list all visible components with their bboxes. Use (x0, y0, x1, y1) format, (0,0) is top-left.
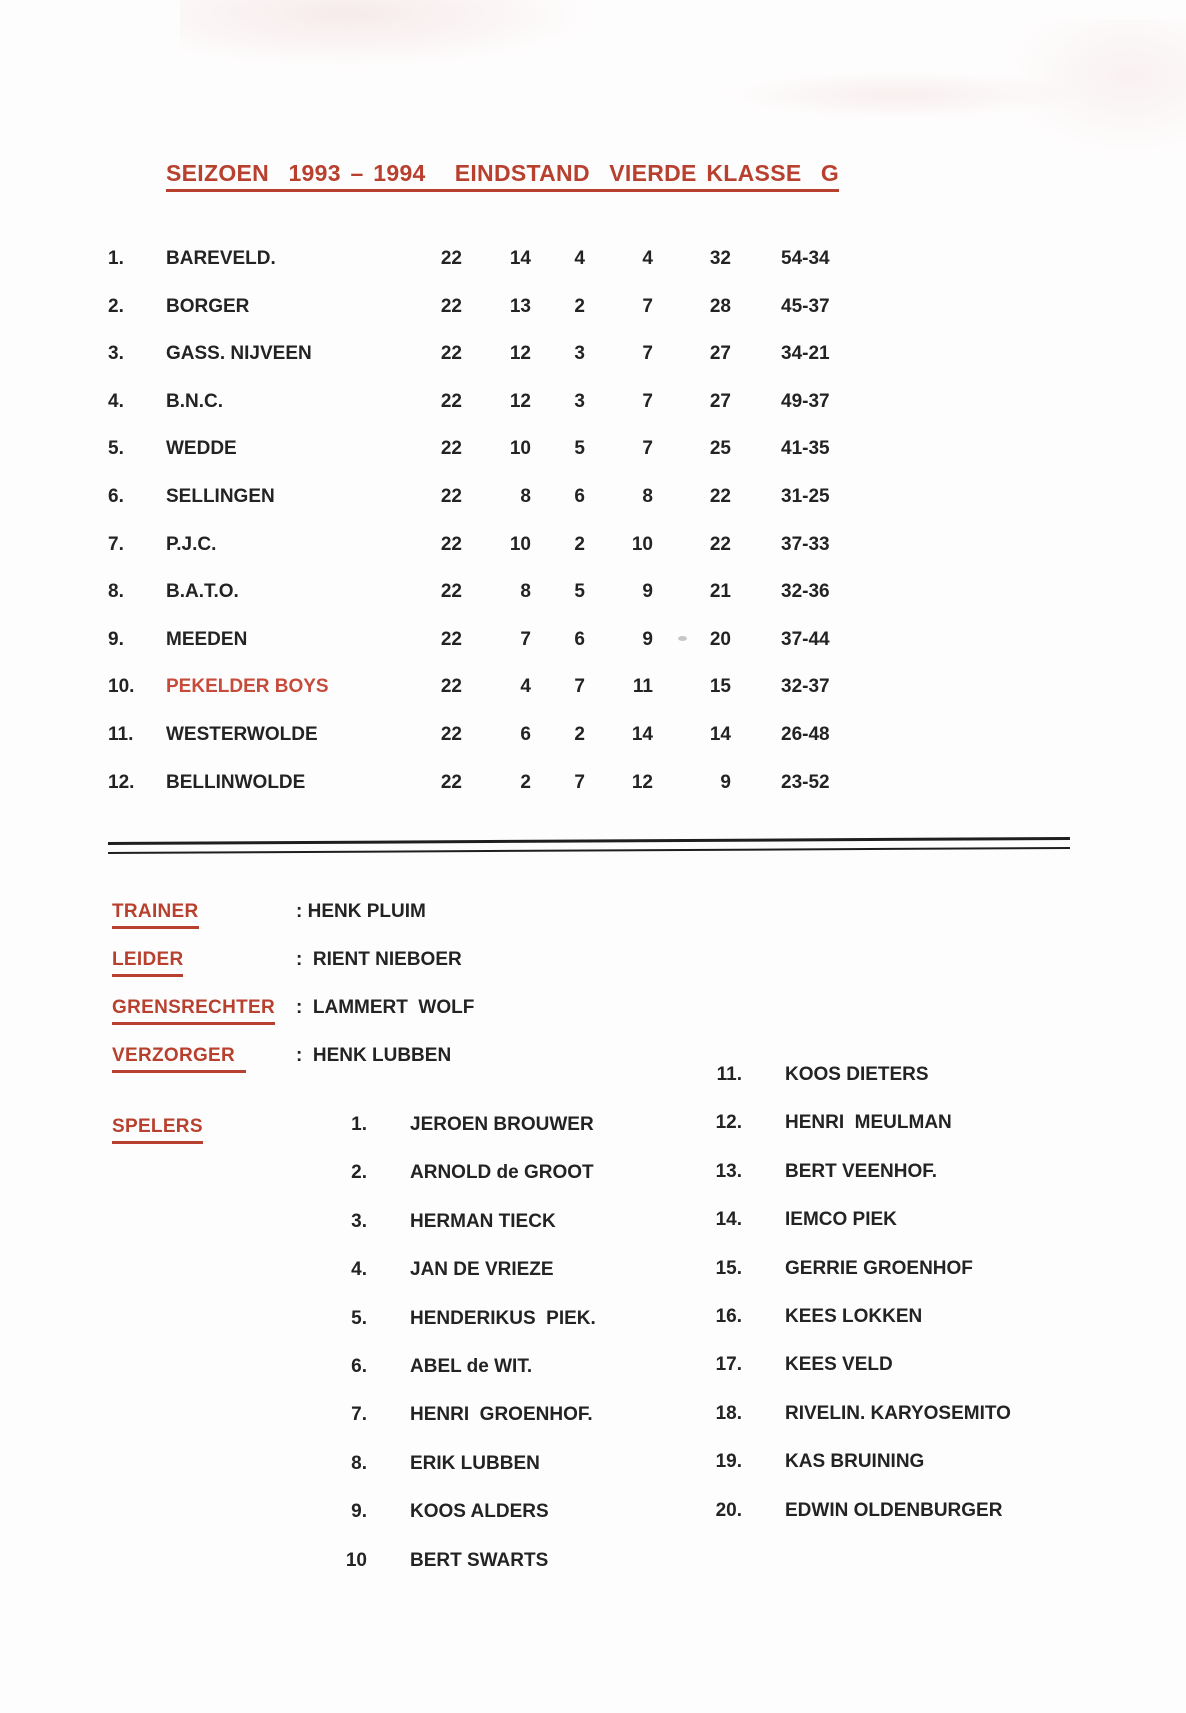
player-number: 13. (715, 1160, 742, 1182)
table-row (0, 581, 1186, 607)
staff-row (0, 949, 1186, 975)
staff-row (0, 901, 1186, 927)
team-name-cell: BAREVELD. (166, 248, 276, 269)
drawn-cell: 3 (574, 390, 585, 412)
goals-cell: 32-36 (781, 581, 830, 603)
player-number: 3. (351, 1210, 367, 1232)
table-row (0, 248, 1186, 274)
played-cell: 22 (440, 628, 462, 650)
won-cell: 13 (509, 295, 531, 317)
player-name: KEES VELD (785, 1354, 893, 1376)
played-cell: 22 (440, 771, 462, 793)
double-rule (108, 837, 1070, 854)
goals-cell: 37-44 (781, 628, 830, 650)
player-name: ABEL de WIT. (410, 1356, 533, 1377)
staff-name-value: : HENK PLUIM (296, 901, 426, 922)
rank-cell: 11. (108, 724, 134, 745)
drawn-cell: 2 (574, 724, 585, 745)
team-name-cell: MEEDEN (166, 628, 248, 650)
drawn-cell: 7 (574, 771, 585, 793)
drawn-cell: 5 (574, 438, 585, 460)
drawn-cell: 6 (574, 486, 585, 507)
rank-cell: 6. (108, 486, 124, 507)
played-cell: 22 (440, 533, 462, 555)
points-cell: 25 (709, 438, 731, 460)
table-row (0, 343, 1186, 369)
player-name: GERRIE GROENHOF (785, 1257, 973, 1279)
points-cell: 27 (709, 390, 731, 412)
played-cell: 22 (440, 295, 462, 317)
staff-name-value: : HENK LUBBEN (296, 1045, 452, 1066)
player-number: 6. (351, 1356, 367, 1377)
points-cell: 22 (709, 486, 731, 507)
drawn-cell: 2 (574, 533, 585, 555)
rank-cell: 12. (108, 771, 135, 793)
table-row (0, 438, 1186, 464)
points-cell: 14 (709, 724, 731, 745)
table-row (0, 534, 1186, 560)
drawn-cell: 7 (574, 676, 585, 698)
won-cell: 6 (520, 724, 531, 745)
staff-role-label: GRENSRECHTER (112, 997, 275, 1025)
goals-cell: 45-37 (781, 295, 830, 317)
staff-role-label: VERZORGER (112, 1045, 246, 1073)
points-cell: 9 (720, 771, 731, 793)
player-row (0, 1500, 1186, 1526)
won-cell: 10 (509, 533, 531, 555)
lost-cell: 7 (642, 390, 653, 412)
won-cell: 2 (520, 771, 531, 793)
lost-cell: 11 (632, 676, 653, 698)
team-name-cell: GASS. NIJVEEN (166, 343, 312, 365)
rank-cell: 2. (108, 295, 124, 317)
player-number: 11. (716, 1064, 742, 1085)
goals-cell: 31-25 (781, 486, 830, 507)
page-title: SEIZOEN 1993 – 1994 EINDSTAND VIERDE KLASSE G (166, 161, 839, 192)
player-name: KEES LOKKEN (785, 1306, 923, 1327)
staff-role-label: TRAINER (112, 901, 199, 929)
team-name-cell: PEKELDER BOYS (166, 676, 329, 698)
player-number: 17. (715, 1354, 742, 1376)
player-number: 18. (715, 1402, 742, 1424)
player-number: 1. (351, 1114, 367, 1135)
played-cell: 22 (440, 248, 462, 269)
lost-cell: 12 (631, 771, 653, 793)
player-name: ARNOLD de GROOT (410, 1162, 594, 1184)
table-row (0, 724, 1186, 750)
staff-role-label: LEIDER (112, 949, 183, 977)
rank-cell: 4. (108, 390, 124, 412)
player-number: 12. (715, 1112, 742, 1134)
player-number: 14. (715, 1209, 742, 1231)
won-cell: 7 (520, 628, 531, 650)
team-name-cell: WESTERWOLDE (166, 724, 318, 745)
player-row (0, 1209, 1186, 1235)
player-name: JAN DE VRIEZE (410, 1259, 554, 1281)
rank-cell: 8. (108, 581, 124, 603)
played-cell: 22 (440, 724, 462, 745)
won-cell: 10 (509, 438, 531, 460)
lost-cell: 9 (642, 581, 653, 603)
player-name: BERT SWARTS (410, 1549, 549, 1571)
won-cell: 8 (520, 486, 531, 507)
lost-cell: 10 (631, 533, 653, 555)
goals-cell: 32-37 (781, 676, 830, 698)
points-cell: 21 (709, 581, 731, 603)
team-name-cell: P.J.C. (166, 533, 217, 555)
rank-cell: 10. (108, 676, 135, 698)
played-cell: 22 (440, 581, 462, 603)
player-row (0, 1354, 1186, 1380)
rank-cell: 9. (108, 628, 124, 650)
player-number: 2. (351, 1162, 367, 1184)
rank-cell: 3. (108, 343, 124, 365)
player-name: JEROEN BROUWER (410, 1114, 594, 1135)
goals-cell: 23-52 (781, 771, 830, 793)
player-row (0, 1550, 1186, 1576)
staff-row (0, 997, 1186, 1023)
player-number: 9. (351, 1501, 367, 1523)
player-name: BERT VEENHOF. (785, 1160, 938, 1182)
played-cell: 22 (440, 676, 462, 698)
table-row (0, 486, 1186, 512)
won-cell: 12 (509, 390, 531, 412)
player-name: ERIK LUBBEN (410, 1452, 540, 1474)
player-number: 15. (715, 1257, 742, 1279)
team-name-cell: B.A.T.O. (166, 581, 239, 603)
player-row (0, 1161, 1186, 1187)
team-name-cell: B.N.C. (166, 390, 223, 412)
lost-cell: 14 (631, 724, 653, 745)
player-number: 20. (715, 1499, 742, 1521)
points-cell: 27 (709, 343, 731, 365)
points-cell: 15 (709, 676, 731, 698)
player-row (0, 1306, 1186, 1332)
player-number: 10 (345, 1549, 367, 1571)
player-number: 16. (715, 1306, 742, 1327)
player-name: HENRI GROENHOF. (410, 1404, 593, 1426)
player-name: KAS BRUINING (785, 1451, 925, 1473)
points-cell: 22 (709, 533, 731, 555)
rank-cell: 7. (108, 533, 124, 555)
player-name: HENDERIKUS PIEK. (410, 1307, 596, 1329)
lost-cell: 9 (642, 628, 653, 650)
team-name-cell: SELLINGEN (166, 486, 275, 507)
played-cell: 22 (440, 486, 462, 507)
goals-cell: 26-48 (781, 724, 830, 745)
scan-smudge (720, 70, 1080, 120)
player-name: RIVELIN. KARYOSEMITO (785, 1402, 1011, 1424)
player-name: HERMAN TIECK (410, 1210, 556, 1232)
won-cell: 4 (520, 676, 531, 698)
scan-smudge (180, 0, 600, 70)
lost-cell: 8 (642, 486, 653, 507)
lost-cell: 7 (642, 438, 653, 460)
team-name-cell: WEDDE (166, 438, 237, 460)
goals-cell: 49-37 (781, 390, 830, 412)
player-row (0, 1258, 1186, 1284)
won-cell: 12 (509, 343, 531, 365)
table-row (0, 772, 1186, 798)
player-name: KOOS DIETERS (785, 1064, 929, 1085)
player-name: HENRI MEULMAN (785, 1112, 952, 1134)
points-cell: 32 (709, 248, 731, 269)
team-name-cell: BELLINWOLDE (166, 771, 306, 793)
goals-cell: 41-35 (781, 438, 830, 460)
table-row (0, 629, 1186, 655)
lost-cell: 7 (642, 343, 653, 365)
table-row (0, 391, 1186, 417)
won-cell: 14 (509, 248, 531, 269)
player-number: 5. (351, 1307, 367, 1329)
player-number: 8. (351, 1452, 367, 1474)
points-cell: 20 (709, 628, 731, 650)
team-name-cell: BORGER (166, 295, 250, 317)
player-number: 19. (715, 1451, 742, 1473)
played-cell: 22 (440, 438, 462, 460)
won-cell: 8 (520, 581, 531, 603)
drawn-cell: 4 (574, 248, 585, 269)
player-number: 4. (351, 1259, 367, 1281)
players-heading: SPELERS (112, 1116, 203, 1144)
player-number: 7. (351, 1404, 367, 1426)
player-name: EDWIN OLDENBURGER (785, 1499, 1003, 1521)
drawn-cell: 3 (574, 343, 585, 365)
player-row (0, 1112, 1186, 1138)
rank-cell: 1. (108, 248, 124, 269)
player-row (0, 1064, 1186, 1090)
lost-cell: 7 (642, 295, 653, 317)
lost-cell: 4 (642, 248, 653, 269)
rank-cell: 5. (108, 438, 124, 460)
goals-cell: 37-33 (781, 533, 830, 555)
player-row (0, 1403, 1186, 1429)
staff-name-value: : LAMMERT WOLF (296, 997, 475, 1018)
drawn-cell: 5 (574, 581, 585, 603)
drawn-cell: 2 (574, 295, 585, 317)
played-cell: 22 (440, 343, 462, 365)
goals-cell: 54-34 (781, 248, 830, 269)
points-cell: 28 (709, 295, 731, 317)
table-row (0, 676, 1186, 702)
played-cell: 22 (440, 390, 462, 412)
player-row (0, 1451, 1186, 1477)
goals-cell: 34-21 (781, 343, 830, 365)
staff-name-value: : RIENT NIEBOER (296, 949, 462, 970)
table-row (0, 296, 1186, 322)
scan-smudge (1000, 20, 1186, 160)
player-name: IEMCO PIEK (785, 1209, 897, 1231)
drawn-cell: 6 (574, 628, 585, 650)
player-name: KOOS ALDERS (410, 1501, 549, 1523)
